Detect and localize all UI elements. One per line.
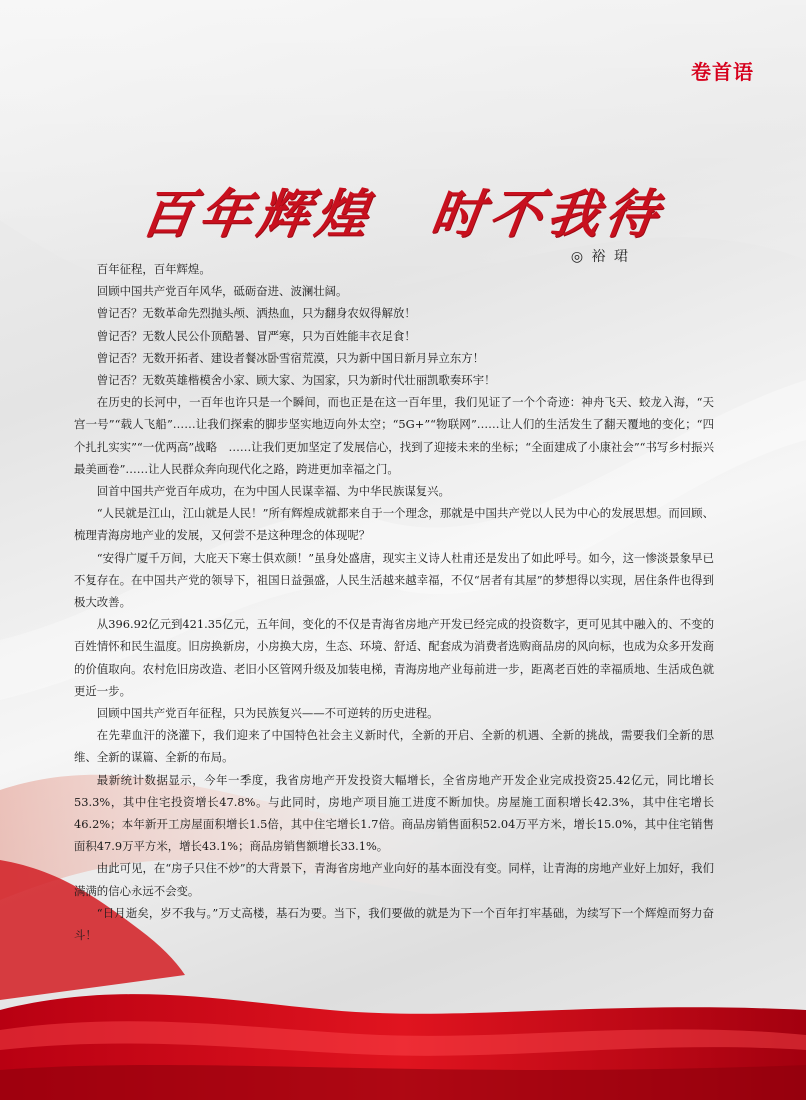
article-title: 百年辉煌 时不我待 <box>136 184 668 245</box>
paragraph: 曾记否？无数开拓者、建设者餐冰卧雪宿荒漠，只为新中国日新月异立东方！ <box>96 350 485 365</box>
section-label: 卷首语 <box>691 60 754 84</box>
paragraph: 回顾中国共产党百年风华，砥砺奋进、波澜壮阔。 <box>96 284 348 299</box>
paragraph: 曾记否？无数人民公仆顶酷暑、冒严寒，只为百姓能丰衣足食！ <box>96 328 416 343</box>
paragraph: 在历史的长河中，一百年也许只是一个瞬间，而也正是在这一百年里，我们见证了一个个奇迹：神舟飞天、蛟龙入海，“天宫一号”“载人飞船”……让我们探索的脚步坚实地迈向外太空；“5G+”“物联网”……让人们的生活发生了翻天覆地的变化；“四个扎扎实实”“一优两高”战略 ……让我们更加坚定了发展信心，找到了迎接未来的坐标；“全面建成了小康社会”“书写乡村振兴最美画卷”……让人民群众奔向现代化之路，跨进更加幸福之门。 <box>74 395 714 476</box>
paragraph: “日月逝矣，岁不我与。”万丈高楼，基石为要。当下，我们要做的就是为下一个百年打牢基础，为续写下一个辉煌而努力奋斗！ <box>74 905 714 943</box>
paragraph: 回顾中国共产党百年征程，只为民族复兴——不可逆转的历史进程。 <box>96 706 439 721</box>
paragraph: 由此可见，在“房子只住不炒”的大背景下，青海省房地产业向好的基本面没有变。同样，让青海的房地产业好上加好，我们满满的信心永远不会变。 <box>74 861 714 898</box>
paragraph: 百年征程，百年辉煌。 <box>96 262 211 276</box>
paragraph: 曾记否？无数革命先烈抛头颅、洒热血，只为翻身农奴得解放！ <box>96 306 416 321</box>
paragraph: 最新统计数据显示，今年一季度，我省房地产开发投资大幅增长，全省房地产开发企业完成投资25.42亿元，同比增长53.3%，其中住宅投资增长47.8%。与此同时，房地产项目施工进度不断加快。房屋施工面积增长42.3%，其中住宅增长46.2%；本年新开工房屋面积增长1.5倍，其中住宅增长1.7倍。商品房销售面积52.04万平方米，增长15.0%，其中住宅销售面积47.9万平方米，增长43.1%；商品房销售额增长33.1%。 <box>74 772 714 854</box>
article-body <box>74 258 714 946</box>
paragraph: “安得广厦千万间，大庇天下寒士俱欢颜！”虽身处盛唐，现实主义诗人杜甫还是发出了如此呼号。如今，这一惨淡景象早已不复存在。在中国共产党的领导下，祖国日益强盛，人民生活越来越幸福，不仅“居者有其屋”的梦想得以实现，居住条件也得到极大改善。 <box>74 550 714 610</box>
paragraph: 曾记否？无数英雄楷模舍小家、顾大家、为国家，只为新时代壮丽凯歌奏环宇！ <box>96 373 496 388</box>
paragraph: 从396.92亿元到421.35亿元，五年间，变化的不仅是青海省房地产开发已经完成的投资数字，更可见其中融入的、不变的百姓情怀和民生温度。旧房换新房，小房换大房，生态、环境、舒适、配套成为消费者选购商品房的风向标，也成为众多开发商的价值取向。农村危旧房改造、老旧小区管网升级及加装电梯，青海房地产业每前进一步，距离老百姓的幸福质地、生活成色就更近一步。 <box>74 617 714 698</box>
paragraph: “人民就是江山，江山就是人民！”所有辉煌成就都来自于一个理念，那就是中国共产党以人民为中心的发展思想。而回顾、梳理青海房地产业的发展，又何尝不是这种理念的体现呢？ <box>74 506 714 543</box>
paragraph: 在先辈血汗的浇灌下，我们迎来了中国特色社会主义新时代，全新的开启、全新的机遇、全新的挑战，需要我们全新的思维、全新的谋篇、全新的布局。 <box>74 728 714 765</box>
paragraph: 回首中国共产党百年成功，在为中国人民谋幸福、为中华民族谋复兴。 <box>96 484 450 499</box>
author-byline: ◎ 裕 珺 <box>570 249 630 265</box>
